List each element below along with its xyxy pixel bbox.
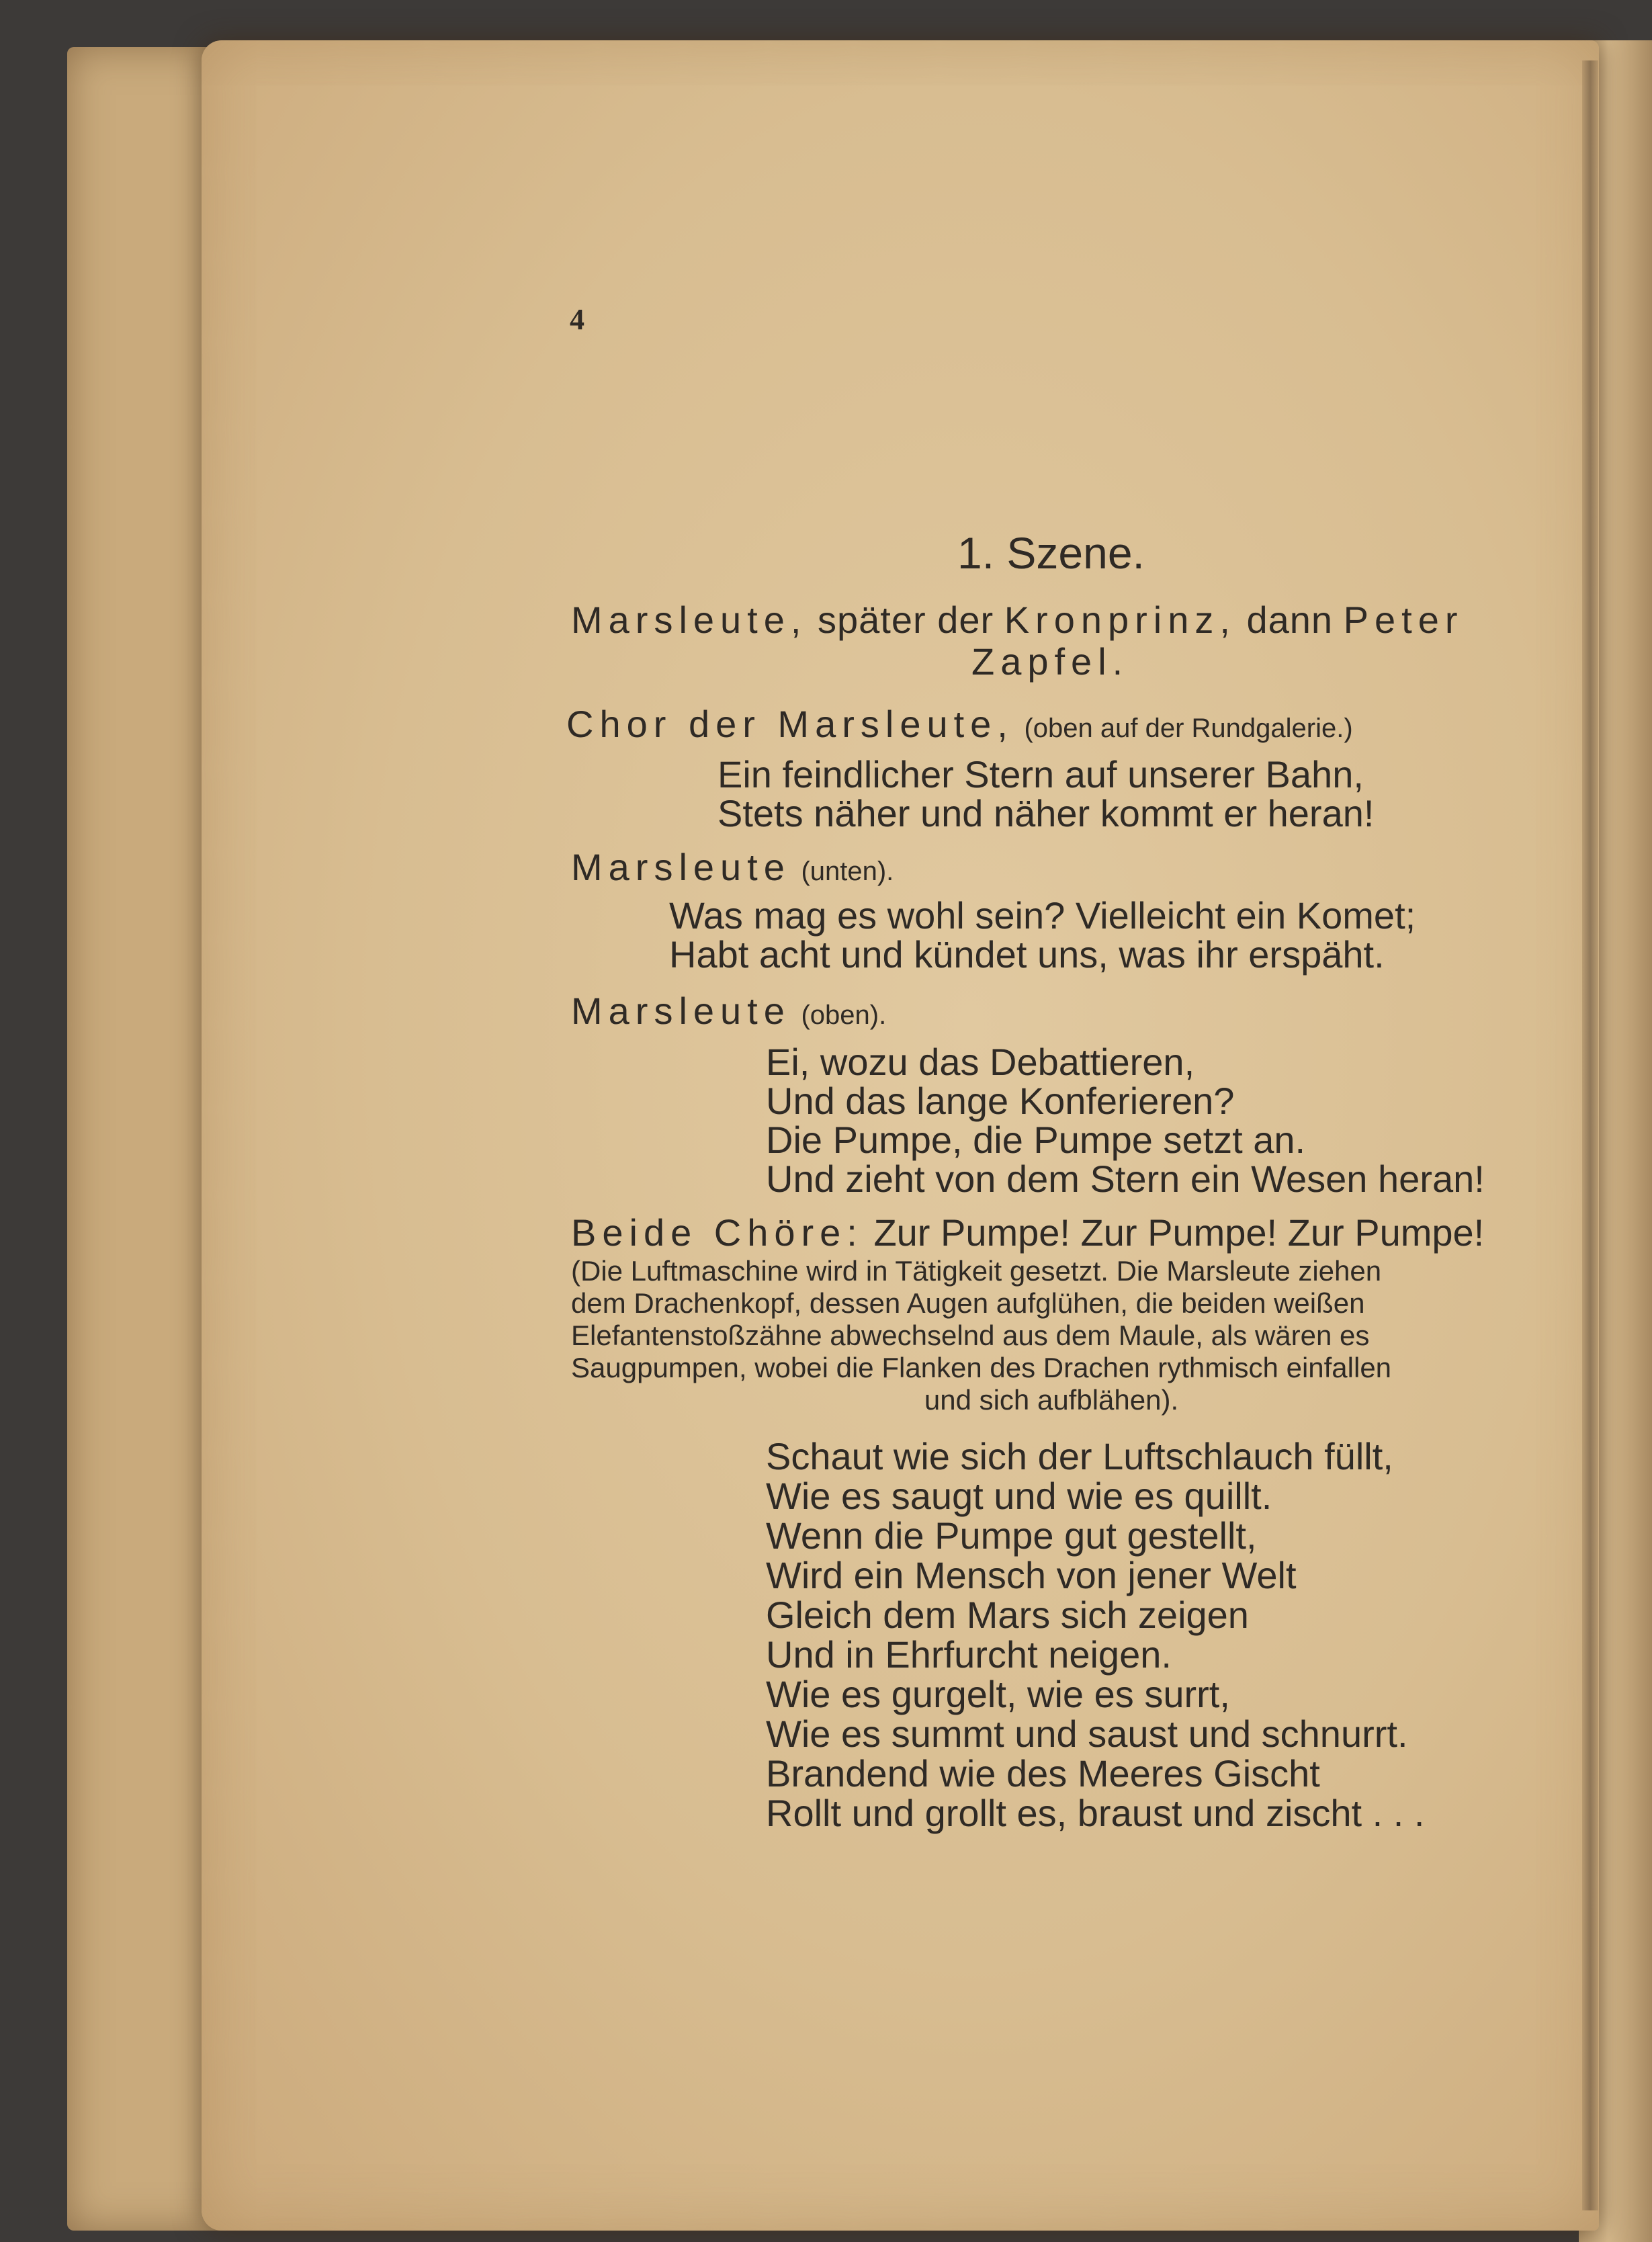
speaker-beide <box>571 1211 1484 1254</box>
page-gutter <box>1582 60 1598 2210</box>
verse-line: Ei, wozu das Debattieren, <box>766 1041 1195 1083</box>
scene-title: 1. Szene. <box>957 528 1145 578</box>
page-number: 4 <box>570 303 584 336</box>
verse-line: Wird ein Mensch von jener Welt <box>766 1554 1297 1596</box>
verse-line: Rollt und grollt es, braust und zischt . . . <box>766 1792 1425 1834</box>
cast-name-marsleute: Marsleute, <box>571 599 808 641</box>
verse-line: Wenn die Pumpe gut gestellt, <box>766 1514 1257 1557</box>
stage-direction-line: und sich aufblähen). <box>924 1384 1179 1416</box>
final-verse <box>766 1436 1424 1833</box>
verse-line: Habt acht und kündet uns, was ihr erspäht. <box>669 933 1385 976</box>
cast-name-peter: Peter <box>1343 599 1464 641</box>
verse-line: Wie es saugt und wie es quillt. <box>766 1475 1272 1517</box>
speaker-chor-note: (oben auf der Rundgalerie.) <box>1024 714 1353 743</box>
verse-line: Schaut wie sich der Luftschlauch füllt, <box>766 1435 1393 1477</box>
speaker-unten-note: (unten). <box>801 857 894 886</box>
stage-direction-line: (Die Luftmaschine wird in Tätigkeit gesetzt. Die Marsleute ziehen <box>571 1255 1382 1287</box>
verse-line: Und zieht von dem Stern ein Wesen heran! <box>766 1158 1485 1200</box>
speaker-unten-name: Marsleute <box>571 846 791 888</box>
verse-line: Was mag es wohl sein? Vielleicht ein Komet; <box>669 894 1416 937</box>
verse-line: Stets näher und näher kommt er heran! <box>718 792 1375 834</box>
stage-direction-line: Saugpumpen, wobei die Flanken des Drachen rythmisch einfallen <box>571 1352 1392 1383</box>
verse-line: Gleich dem Mars sich zeigen <box>766 1594 1249 1636</box>
cast-name-kronprinz: Kronprinz, <box>1004 599 1236 641</box>
speaker-chor-name: Chor der Marsleute, <box>566 703 1014 745</box>
verse-line: Ein feindlicher Stern auf unserer Bahn, <box>718 753 1364 795</box>
cast-text-2: dann <box>1246 599 1334 641</box>
speaker-beide-text: Zur Pumpe! Zur Pumpe! Zur Pumpe! <box>873 1211 1485 1254</box>
stage-direction-line: Elefantenstoßzähne abwechselnd aus dem Maule, als wären es <box>571 1320 1370 1351</box>
verse-line: Wie es summt und saust und schnurrt. <box>766 1713 1408 1755</box>
stage-direction <box>571 1255 1532 1416</box>
stage-direction-line: dem Drachenkopf, dessen Augen aufglühen, die beiden weißen <box>571 1287 1365 1319</box>
speaker-unten <box>571 845 894 889</box>
speaker-beide-name: Beide Chöre: <box>571 1211 863 1254</box>
verse-line: Die Pumpe, die Pumpe setzt an. <box>766 1119 1306 1161</box>
cast-text-1: später der <box>818 599 994 641</box>
cast-line <box>571 598 1464 642</box>
speaker-oben <box>571 989 886 1033</box>
verse-line: Und das lange Konferieren? <box>766 1080 1235 1122</box>
speaker-oben-name: Marsleute <box>571 990 791 1032</box>
speaker-chor <box>566 702 1353 746</box>
verse-line: Und in Ehrfurcht neigen. <box>766 1633 1172 1676</box>
verse-line: Brandend wie des Meeres Gischt <box>766 1752 1320 1795</box>
verse-line: Wie es gurgelt, wie es surrt, <box>766 1673 1230 1715</box>
speaker-oben-note: (oben). <box>801 1000 887 1030</box>
cast-name-zapfel: Zapfel. <box>971 640 1129 683</box>
